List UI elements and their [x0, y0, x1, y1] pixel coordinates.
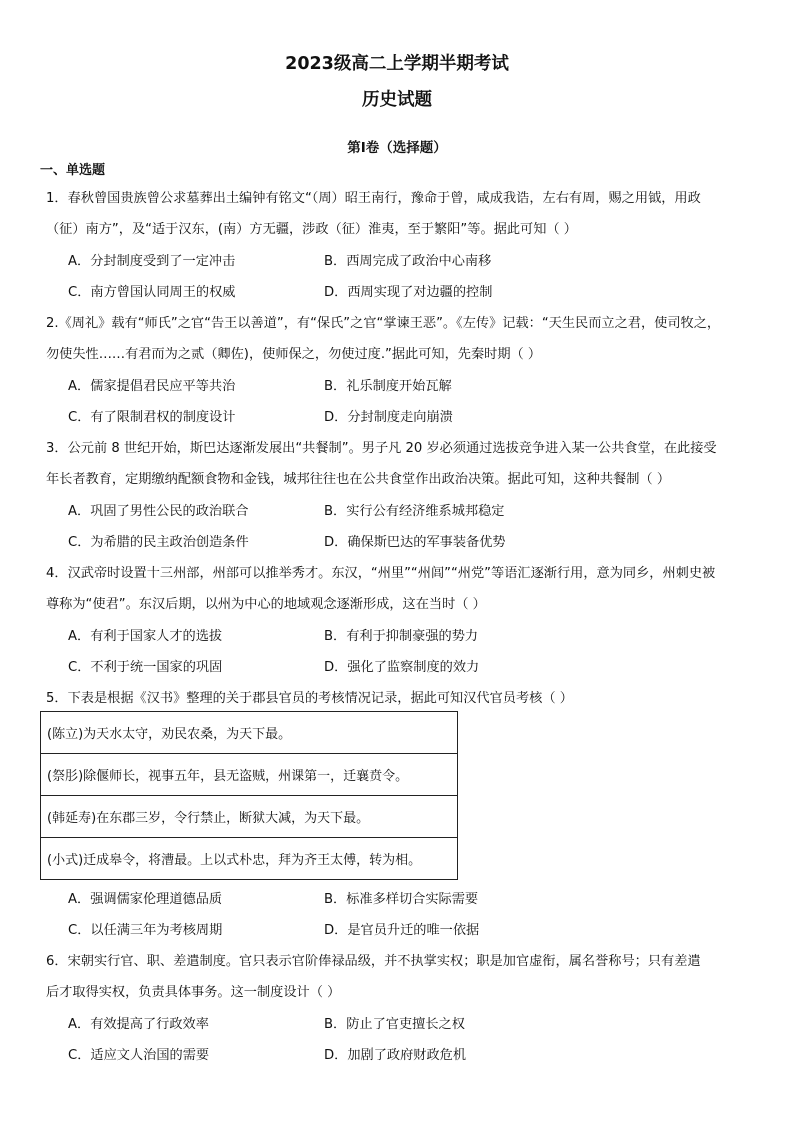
q6-stem-line1: 6．宋朝实行官、职、差遣制度。官只表示官阶俸禄品级，并不执掌实权；职是加官虚衔，属名誉称号；只有差遣 — [46, 954, 701, 969]
q4-stem-line2: 尊称为“使君”。东汉后期，以州为中心的地域观念逐渐形成，这在当时（ ） — [46, 597, 486, 612]
q3-option-a: A．巩固了男性公民的政治联合 — [68, 504, 249, 519]
part-heading: 第Ⅰ卷（选择题） — [347, 140, 447, 156]
q3-stem-line1: 3．公元前 8 世纪开始，斯巴达逐渐发展出“共餐制”。男子凡 20 岁必须通过选拔竞争进入某一公共食堂，在此接受 — [46, 441, 717, 456]
q1-option-b: B．西周完成了政治中心南移 — [324, 254, 492, 269]
q2-option-c: C．有了限制君权的制度设计 — [68, 410, 236, 425]
q1-option-c: C．南方曾国认同周王的权威 — [68, 285, 236, 300]
q1-option-d: D．西周实现了对边疆的控制 — [324, 285, 493, 300]
table-row — [41, 796, 458, 838]
q4-option-a: A．有利于国家人才的选拔 — [68, 629, 223, 644]
q6-option-b: B．防止了官吏擅长之权 — [324, 1017, 465, 1032]
q5-option-d: D．是官员升迁的唯一依据 — [324, 923, 480, 938]
records-table — [40, 711, 458, 880]
table-cell: (陈立)为天水太守，劝民农桑，为天下最。 — [41, 712, 458, 754]
q6-option-c: C．适应文人治国的需要 — [68, 1048, 210, 1063]
q2-option-a: A．儒家提倡君民应平等共治 — [68, 379, 236, 394]
exam-title: 2023级高二上学期半期考试 — [285, 54, 509, 74]
q3-option-d: D．确保斯巴达的军事装备优势 — [324, 535, 506, 550]
q5-option-c: C．以任满三年为考核周期 — [68, 923, 223, 938]
q3-option-c: C．为希腊的民主政治创造条件 — [68, 535, 249, 550]
q6-option-a: A．有效提高了行政效率 — [68, 1017, 209, 1032]
section-heading: 一、单选题 — [40, 163, 106, 178]
q5-stem-line1: 5．下表是根据《汉书》整理的关于郡县官员的考核情况记录，据此可知汉代官员考核（ ） — [46, 691, 573, 706]
q6-option-d: D．加剧了政府财政危机 — [324, 1048, 467, 1063]
q1-option-a: A．分封制度受到了一定冲击 — [68, 254, 236, 269]
q2-stem-line2: 勿使失性……有君而为之贰（卿佐)，使师保之，勿使过度.”据此可知，先秦时期（ ） — [46, 347, 542, 362]
q3-option-b: B．实行公有经济维系城邦稳定 — [324, 504, 505, 519]
q6-stem-line2: 后才取得实权，负责具体事务。这一制度设计（ ） — [46, 985, 341, 1000]
q5-option-b: B．标准多样切合实际需要 — [324, 892, 479, 907]
table-cell: (韩延寿)在东郡三岁，令行禁止，断狱大减，为天下最。 — [41, 796, 458, 838]
q2-option-d: D．分封制度走向崩溃 — [324, 410, 453, 425]
q4-option-c: C．不利于统一国家的巩固 — [68, 660, 223, 675]
q2-stem-line1: 2.《周礼》载有“师氏”之官“告王以善道”，有“保氏”之官“掌谏王恶”。《左传》记载：“天生民而立之君，使司牧之， — [46, 316, 721, 331]
q4-option-b: B．有利于抑制豪强的势力 — [324, 629, 479, 644]
table-row — [41, 712, 458, 754]
table-cell: (祭肜)除偃师长，视事五年，县无盗贼，州课第一，迁襄贲令。 — [41, 754, 458, 796]
table-cell: (小式)迁成皋令，将漕最。上以式朴忠，拜为齐王太傅，转为相。 — [41, 838, 458, 880]
q1-stem-line1: 1．春秋曾国贵族曾公求墓葬出土编钟有铭文“（周）昭王南行，豫命于曾，咸成我诰，左右有周，赐之用钺，用政 — [46, 191, 701, 206]
q1-stem-line2: （征）南方”，及“适于汉东，(南）方无疆，涉政（征）淮夷，至于繁阳”等。据此可知（ ） — [46, 222, 577, 237]
q4-stem-line1: 4．汉武帝时设置十三州部，州部可以推举秀才。东汉，“州里”“州闾”“州党”等语汇逐渐行用，意为同乡，州刺史被 — [46, 566, 716, 581]
q3-stem-line2: 年长者教育，定期缴纳配额食物和金钱，城邦往往也在公共食堂作出政治决策。据此可知，这种共餐制（ ） — [46, 472, 671, 487]
exam-subject: 历史试题 — [362, 90, 432, 110]
table-row — [41, 838, 458, 880]
q2-option-b: B．礼乐制度开始瓦解 — [324, 379, 452, 394]
table-row — [41, 754, 458, 796]
q4-option-d: D．强化了监察制度的效力 — [324, 660, 480, 675]
q5-option-a: A．强调儒家伦理道德品质 — [68, 892, 223, 907]
